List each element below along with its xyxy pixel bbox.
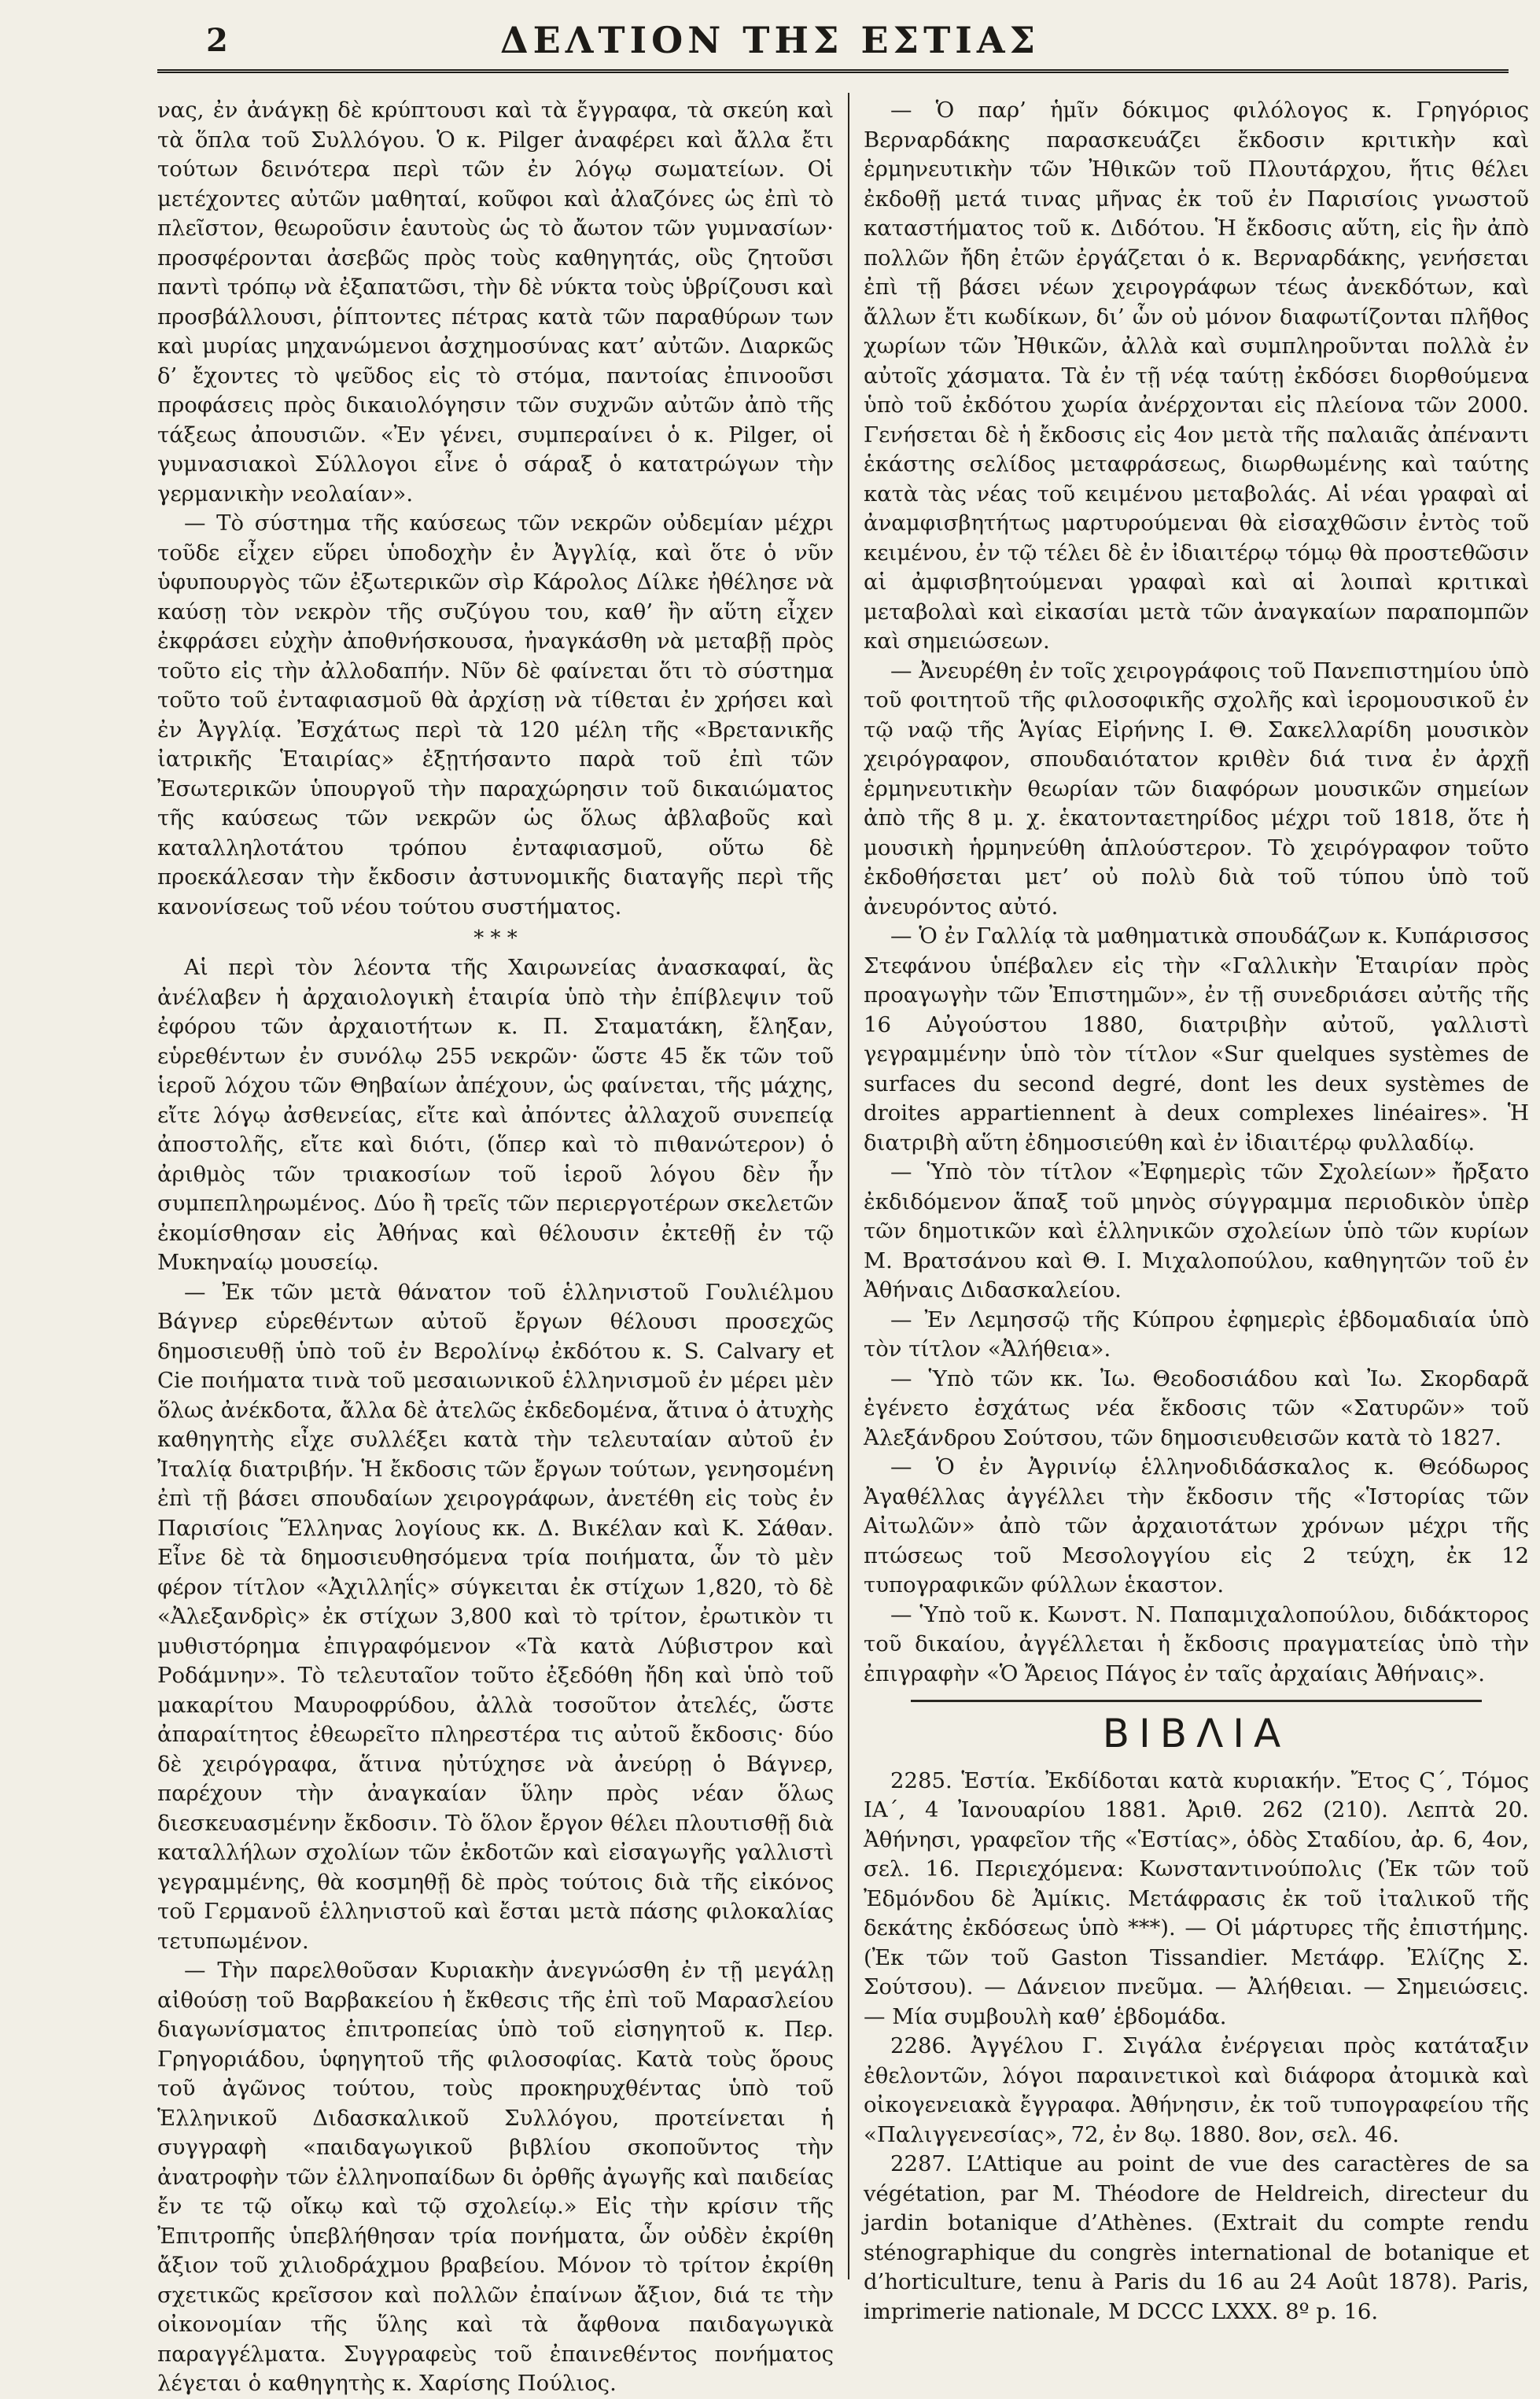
header-rule bbox=[157, 69, 1509, 73]
article-paragraph: — Ἐν Λεμησσῷ τῆς Κύπρου ἐφημερὶς ἑβδομαδιαία ὑπὸ τὸν τίτλον «Ἀλήθεια». bbox=[864, 1306, 1529, 1362]
article-paragraph: νας, ἐν ἀνάγκῃ δὲ κρύπτουσι καὶ τὰ ἔγγραφα, τὰ σκεύη καὶ τὰ ὅπλα τοῦ Συλλόγου. Ὁ κ. Pilger ἀναφέρει καὶ ἄλλα ἔτι τούτων δεινότερα περὶ τῶν ἐν λόγῳ σωματείων. Οἱ μετέχοντες αὐτῶν μαθηταί, κοῦφοι καὶ ἀλαζόνες ὡς ἐπὶ τὸ πλεῖστον, θεωροῦσιν ἑαυτοὺς ὡς τὸ ἄωτον τῶν γυμνασίων· προσφέρονται ἀσεβῶς πρὸς τοὺς καθηγητάς, οὓς ζητοῦσι παντὶ τρόπῳ νὰ ἐξαπατῶσι, τὴν δὲ νύκτα τοὺς ὑβρίζουσι καὶ προσβάλλουσι, ῥίπτοντες πέτρας κατὰ τῶν παραθύρων των καὶ μυρίας μηχανώμενοι ἀσχημοσύνας κατ’ αὐτῶν. Διαρκῶς δ’ ἔχοντες τὸ ψεῦδος εἰς τὸ στόμα, παντοίας ἐπινοοῦσι προφάσεις πρὸς δικαιολόγησιν τῶν συχνῶν αὐτῶν ἀπὸ τῆς τάξεως ἀπουσιῶν. «Ἐν γένει, συμπεραίνει ὁ κ. Pilger, οἱ γυμνασιακοὶ Σύλλογοι εἶνε ὁ σάραξ ὁ κατατρώγων τὴν γερμανικὴν νεολαίαν». bbox=[157, 98, 834, 507]
right-column bbox=[864, 96, 1529, 2327]
article-paragraph: Αἱ περὶ τὸν λέοντα τῆς Χαιρωνείας ἀνασκαφαί, ἃς ἀνέλαβεν ἡ ἀρχαιολογικὴ ἑταιρία ὑπὸ τὴν ἐπίβλεψιν τοῦ ἐφόρου τῶν ἀρχαιοτήτων κ. Π. Σταματάκη, ἔληξαν, εὑρεθέντων ἐν συνόλῳ 255 νεκρῶν· ὥστε 45 ἔκ τῶν τοῦ ἱεροῦ λόχου τῶν Θηβαίων ἀπέχουν, ὡς φαίνεται, τῆς μάχης, εἴτε λόγῳ ἀσθενείας, εἴτε καὶ ἀπόντες ἀλλαχοῦ συνεπείᾳ ἀποστολῆς, εἴτε καὶ διότι, (ὅπερ καὶ τὸ πιθανώτερον) ὁ ἀριθμὸς τῶν τριακοσίων τοῦ ἱεροῦ λόγου δὲν ἦν συμπεπληρωμένος. Δύο ἢ τρεῖς τῶν περιεργοτέρων σκελετῶν ἐκομίσθησαν εἰς Ἀθήνας καὶ θέλουσιν ἐκτεθῇ ἐν τῷ Μυκηναίῳ μουσείῳ. bbox=[157, 955, 834, 1275]
article-paragraph: — Ὑπὸ τῶν κκ. Ἰω. Θεοδοσιάδου καὶ Ἰω. Σκορδαρᾶ ἐγένετο ἐσχάτως νέα ἔκδοσις τῶν «Σατυρῶν» τοῦ Ἀλεξάνδρου Σούτσου, τῶν δημοσιευθεισῶν κατὰ τὸ 1827. bbox=[864, 1365, 1529, 1450]
book-entry: 2285. Ἑστία. Ἐκδίδοται κατὰ κυριακήν. Ἔτος Ϛ΄, Τόμος ΙΑ΄, 4 Ἰανουαρίου 1881. Ἀριθ. 262 (210). Λεπτὰ 20. Ἀθήνησι, γραφεῖον τῆς «Ἑστίας», ὁδὸς Σταδίου, ἀρ. 6, 4ον, σελ. 16. Περιεχόμενα: Κωνσταντινούπολις (Ἐκ τῶν τοῦ Ἐδμόνδου δὲ Ἀμίκις. Μετάφρασις ἐκ τοῦ ἰταλικοῦ τῆς δεκάτης ἐκδόσεως ὑπὸ ***). — Οἱ μάρτυρες τῆς ἐπιστήμης. (Ἐκ τῶν τοῦ Gaston Tissandier. Μετάφρ. Ἐλίζης Σ. Σούτσου). — Δάνειον πνεῦμα. — Ἀλήθειαι. — Σημειώσεις. — Μία συμβουλὴ καθ’ ἑβδομάδα. bbox=[864, 1767, 1529, 2029]
article-paragraph: — Ὑπὸ τοῦ κ. Κωνστ. Ν. Παπαμιχαλοπούλου, διδάκτορος τοῦ δικαίου, ἀγγέλλεται ἡ ἔκδοσις πραγματείας ὑπὸ τὴν ἐπιγραφὴν «Ὁ Ἄρειος Πάγος ἐν ταῖς ἀρχαίαις Ἀθήναις». bbox=[864, 1601, 1529, 1686]
article-paragraph: — Ὁ παρ’ ἡμῖν δόκιμος φιλόλογος κ. Γρηγόριος Βερναρδάκης παρασκευάζει ἔκδοσιν κριτικὴν καὶ ἑρμηνευτικὴν τῶν Ἠθικῶν τοῦ Πλουτάρχου, ἥτις θέλει ἐκδοθῇ μετά τινας μῆνας ἐκ τοῦ ἐν Παρισίοις γνωστοῦ καταστήματος τοῦ κ. Διδότου. Ἡ ἔκδοσις αὕτη, εἰς ἣν ἀπὸ πολλῶν ἤδη ἐτῶν ἐργάζεται ὁ κ. Βερναρδάκης, γενήσεται ἐπὶ τῇ βάσει νέων χειρογράφων τέως ἀνεκδότων, καὶ ἄλλων ἔτι κωδίκων, δι’ ὧν οὐ μόνον διαφωτίζονται πλῆθος χωρίων τῶν Ἠθικῶν, ἀλλὰ καὶ συμπληροῦνται πολλὰ ἐν αὐτοῖς χάσματα. Τὰ ἐν τῇ νέᾳ ταύτῃ ἐκδόσει διορθούμενα ὑπὸ τοῦ ἐκδότου χωρία ἀνέρχονται εἰς πλείονα τῶν 2000. Γενήσεται δὲ ἡ ἔκδοσις εἰς 4ον μετὰ τῆς παλαιᾶς ἀπέναντι ἑκάστης σελίδος μεταφράσεως, διωρθωμένης καὶ ταύτης κατὰ τὰς νέας τοῦ κειμένου μεταβολάς. Αἱ νέαι γραφαὶ αἱ ἀναμφισβητήτως μαρτυρούμεναι θὰ εἰσαχθῶσιν ἐντὸς τοῦ κειμένου, ἐν τῷ τέλει δὲ ἐν ἰδιαιτέρῳ τόμῳ θὰ προστεθῶσιν αἱ ἀμφισβητούμεναι γραφαὶ καὶ αἱ λοιπαὶ κριτικαὶ μεταβολαὶ καὶ εἰκασίαι μετὰ τῶν ἀναγκαίων παραπομπῶν καὶ σημειώσεων. bbox=[864, 98, 1529, 654]
book-entry: 2287. L’Attique au point de vue des caractères de sa végétation, par M. Théodore de Heldreich, directeur du jardin botanique d’Athènes. (Extrait du compte rendu sténographique du congrès international de botanique et d’horticulture, tenu à Paris du 16 au 24 Août 1878). Paris, imprimerie nationale, M DCCC LXXX. 8º p. 16. bbox=[864, 2151, 1529, 2324]
page-header bbox=[0, 0, 1540, 87]
masthead-title: ΔΕΛΤΙΟΝ ΤΗΣ ΕΣΤΙΑΣ bbox=[499, 19, 1041, 61]
section-divider bbox=[911, 1700, 1482, 1702]
article-paragraph: — Τὸ σύστημα τῆς καύσεως τῶν νεκρῶν οὐδεμίαν μέχρι τοῦδε εἶχεν εὕρει ὑποδοχὴν ἐν Ἀγγλίᾳ, καὶ ὅτε ὁ νῦν ὑφυπουργὸς τῶν ἐξωτερικῶν σὶρ Κάρολος Δίλκε ἠθέλησε νὰ καύσῃ τὸν νεκρὸν τῆς συζύγου του, καθ’ ἣν αὕτη εἶχεν ἐκφράσει εὐχὴν ἀποθνήσκουσα, ἠναγκάσθη νὰ μεταβῇ πρὸς τοῦτο εἰς τὴν ἀλλοδαπήν. Νῦν δὲ φαίνεται ὅτι τὸ σύστημα τοῦτο τοῦ ἐνταφιασμοῦ θὰ ἀρχίσῃ νὰ τίθεται ἐν χρήσει καὶ ἐν Ἀγγλίᾳ. Ἐσχάτως περὶ τὰ 120 μέλη τῆς «Βρετανικῆς ἰατρικῆς Ἑταιρίας» ἐξῃτήσαντο παρὰ τοῦ ἐπὶ τῶν Ἐσωτερικῶν ὑπουργοῦ τὴν παραχώρησιν τοῦ δικαιώματος τῆς καύσεως τῶν νεκρῶν ὡς ὅλως ἀβλαβοῦς καὶ καταλληλοτάτου τρόπου ἐνταφιασμοῦ, οὕτω δὲ προεκάλεσαν τὴν ἔκδοσιν ἀστυνομικῆς διαταγῆς περὶ τῆς κανονίσεως τοῦ νέου τούτου συστήματος. bbox=[157, 510, 834, 919]
article-paragraph: — Ὑπὸ τὸν τίτλον «Ἐφημερὶς τῶν Σχολείων» ἤρξατο ἐκδιδόμενον ἅπαξ τοῦ μηνὸς σύγγραμμα περιοδικὸν ὑπὲρ τῶν δημοτικῶν καὶ ἑλληνικῶν σχολείων ὑπὸ τῶν κυρίων Μ. Βρατσάνου καὶ Θ. Ι. Μιχαλοπούλου, καθηγητῶν τοῦ ἐν Ἀθήναις Διδασκαλείου. bbox=[864, 1159, 1529, 1303]
section-stars: * * * bbox=[473, 927, 518, 950]
article-paragraph: — Ὁ ἐν Ἀγρινίῳ ἑλληνοδιδάσκαλος κ. Θεόδωρος Ἀγαθέλλας ἀγγέλλει τὴν ἔκδοσιν τῆς «Ἱστορίας τῶν Αἰτωλῶν» ἀπὸ τῶν ἀρχαιοτάτων χρόνων μέχρι τῆς πτώσεως τοῦ Μεσολογγίου εἰς 2 τεύχη, ἐκ 12 τυπογραφικῶν φύλλων ἑκαστον. bbox=[864, 1454, 1529, 1597]
column-divider bbox=[848, 93, 849, 2279]
article-paragraph: — Τὴν παρελθοῦσαν Κυριακὴν ἀνεγνώσθη ἐν τῇ μεγάλῃ αἰθούσῃ τοῦ Βαρβακείου ἡ ἔκθεσις τῆς ἐπὶ τοῦ Μαρασλείου διαγωνίσματος ἐπιτροπείας ὑπὸ τοῦ εἰσηγητοῦ κ. Περ. Γρηγοριάδου, ὑφηγητοῦ τῆς φιλοσοφίας. Κατὰ τοὺς ὅρους τοῦ ἀγῶνος τούτου, τοὺς προκηρυχθέντας ὑπὸ τοῦ Ἑλληνικοῦ Διδασκαλικοῦ Συλλόγου, προτείνεται ἡ συγγραφὴ «παιδαγωγικοῦ βιβλίου σκοποῦντος τὴν ἀνατροφὴν τῶν ἑλληνοπαίδων δι ὀρθῆς ἀγωγῆς καὶ παιδείας ἔν τε τῷ οἴκῳ καὶ τῷ σχολείῳ.» Εἰς τὴν κρίσιν τῆς Ἐπιτροπῆς ὑπεβλήθησαν τρία πονήματα, ὧν οὐδὲν ἐκρίθη ἄξιον τοῦ χιλιοδράχμου βραβείου. Μόνον τὸ τρίτον ἐκρίθη σχετικῶς κρεῖσσον καὶ πολλῶν ἐπαίνων ἄξιον, διά τε τὴν οἰκονομίαν τῆς ὕλης καὶ τὰ ἄφθονα παιδαγωγικὰ παραγγέλματα. Συγγραφεὺς τοῦ ἐπαινεθέντος πονήματος λέγεται ὁ καθηγητὴς κ. Χαρίσης Πούλιος. bbox=[157, 1958, 834, 2396]
left-column bbox=[157, 96, 834, 2399]
article-paragraph: — Ἀνευρέθη ἐν τοῖς χειρογράφοις τοῦ Πανεπιστημίου ὑπὸ τοῦ φοιτητοῦ τῆς φιλοσοφικῆς σχολῆς καὶ ἱερομουσικοῦ ἐν τῷ ναῷ τῆς Ἁγίας Εἰρήνης Ι. Θ. Σακελλαρίδη μουσικὸν χειρόγραφον, σπουδαιότατον κριθὲν διά τινα ἐν ἀρχῇ ἑρμηνευτικὴν θεωρίαν τῶν διαφόρων μουσικῶν σημείων ἀπὸ τῆς 8 μ. χ. ἑκατονταετηρίδος μέχρι τοῦ 1818, ὅτε ἡ μουσικὴ ἡρμηνεύθη ἁπλούστερον. Τὸ χειρόγραφον τοῦτο ἐκδοθήσεται μετ’ οὐ πολὺ διὰ τοῦ τύπου ὑπὸ τοῦ ἀνευρόντος αὐτό. bbox=[864, 658, 1529, 919]
article-paragraph: — Ἐκ τῶν μετὰ θάνατον τοῦ ἑλληνιστοῦ Γουλιέλμου Βάγνερ εὑρεθέντων αὐτοῦ ἔργων θέλουσι προσεχῶς δημοσιευθῇ ὑπὸ τοῦ ἐν Βερολίνῳ ἐκδότου κ. S. Calvary et Cie ποιήματα τινὰ τοῦ μεσαιωνικοῦ ἑλληνισμοῦ ἐν μέρει μὲν ὅλως ἀνέκδοτα, ἄλλα δὲ ἀτελῶς ἐκδεδομένα, ἅτινα ὁ ἀτυχὴς καθηγητὴς εἶχε συλλέξει κατὰ τὴν τελευταίαν αὐτοῦ ἐν Ἰταλίᾳ διατριβήν. Ἡ ἔκδοσις τῶν ἔργων τούτων, γενησομένη ἐπὶ τῇ βάσει σπουδαίων χειρογράφων, ἀνετέθη εἰς τοὺς ἐν Παρισίοις Ἕλληνας λογίους κκ. Δ. Βικέλαν καὶ Κ. Σάθαν. Εἶνε δὲ τὰ δημοσιευθησόμενα τρία ποιήματα, ὧν τὸ μὲν φέρον τίτλον «Ἀχιλληΐς» σύγκειται ἐκ στίχων 1,820, τὸ δὲ «Ἀλεξανδρὶς» ἐκ στίχων 3,800 καὶ τὸ τρίτον, ἐρωτικὸν τι μυθιστόρημα ἐπιγραφόμενον «Τὰ κατὰ Λύβιστρον καὶ Ροδάμνην». Τὸ τελευταῖον τοῦτο ἐξεδόθη ἤδη καὶ ὑπὸ τοῦ μακαρίτου Μαυροφρύδου, ἀλλὰ τοσοῦτον ἀτελές, ὥστε ἀπαραίτητος ἐθεωρεῖτο πληρεστέρα τις αὐτοῦ ἔκδοσις· δύο δὲ χειρόγραφα, ἅτινα ηὐτύχησε νὰ ἀνεύρῃ ὁ Βάγνερ, παρέχουν τὴν ἀναγκαίαν ὕλην πρὸς νέαν ὅλως διεσκευασμένην ἔκδοσιν. Τὸ ὅλον ἔργον θέλει πλουτισθῇ διὰ καταλλήλων σχολίων τῶν ἐκδοτῶν καὶ εἰσαγωγῆς γαλλιστὶ γεγραμμένης, θὰ κοσμηθῇ δὲ πρὸς τούτοις διὰ τῆς εἰκόνος τοῦ Γερμανοῦ ἑλληνιστοῦ καὶ ἔσται μετὰ πάσης φιλοκαλίας τετυπωμένον. bbox=[157, 1279, 834, 1954]
book-entry: 2286. Ἀγγέλου Γ. Σιγάλα ἐνέργειαι πρὸς κατάταξιν ἐθελοντῶν, λόγοι παραινετικοὶ καὶ διάφορα ἀτομικὰ καὶ οἰκογενειακὰ ἔγγραφα. Ἀθήνησιν, ἐκ τοῦ τυπογραφείου τῆς «Παλιγγενεσίας», 72, ἐν 8ῳ. 1880. 8ον, σελ. 46. bbox=[864, 2033, 1529, 2147]
books-section-title: ΒΙΒΛΙΑ bbox=[1102, 1711, 1291, 1756]
page-number: 2 bbox=[206, 22, 228, 59]
article-paragraph: — Ὁ ἐν Γαλλίᾳ τὰ μαθηματικὰ σπουδάζων κ. Κυπάρισσος Στεφάνου ὑπέβαλεν εἰς τὴν «Γαλλικὴν Ἑταιρίαν πρὸς προαγωγὴν τῶν Ἐπιστημῶν», ἐν τῇ συνεδριάσει αὐτῆς τῆς 16 Αὐγούστου 1880, διατριβὴν αὐτοῦ, γαλλιστὶ γεγραμμένην ὑπὸ τὸν τίτλον «Sur quelques systèmes de surfaces du second degré, dont les deux systèmes de droites appartiennent à deux complexes linéaires». Ἡ διατριβὴ αὕτη ἐδημοσιεύθη καὶ ἐν ἰδιαιτέρῳ φυλλαδίῳ. bbox=[864, 923, 1529, 1155]
